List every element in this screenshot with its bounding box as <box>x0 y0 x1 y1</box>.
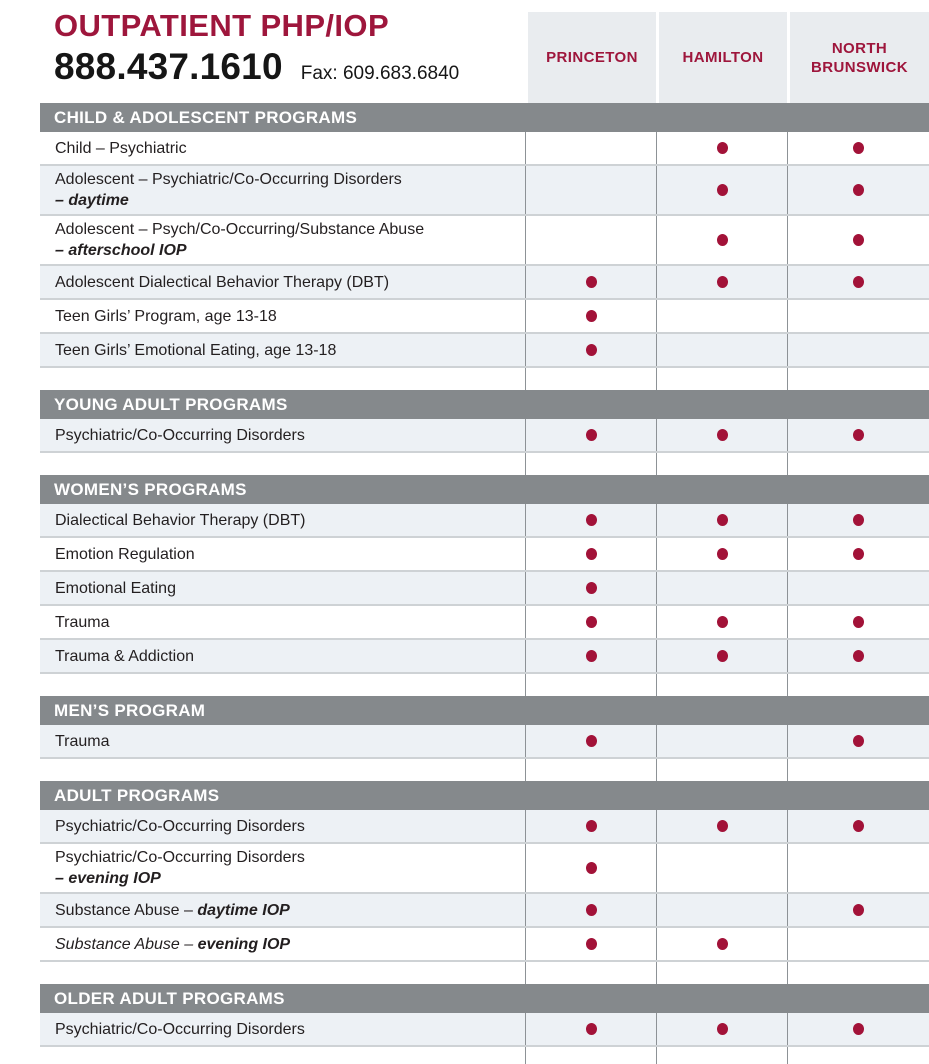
program-name-line <box>55 1019 519 1040</box>
spacer-location-cell <box>656 962 787 984</box>
program-name-text: Teen Girls’ Emotional Eating, age 13-18 <box>55 341 337 359</box>
availability-dot <box>717 429 728 441</box>
location-cell-north-brunswick <box>787 894 929 926</box>
program-name-text: Dialectical Behavior Therapy (DBT) <box>55 511 306 529</box>
location-cell-north-brunswick <box>787 334 929 366</box>
location-cell-hamilton <box>656 894 787 926</box>
availability-dot <box>586 938 597 950</box>
section-header: WOMEN’S PROGRAMS <box>40 475 929 504</box>
location-cell-north-brunswick <box>787 844 929 892</box>
location-cell-hamilton <box>656 334 787 366</box>
location-cell-princeton <box>525 894 656 926</box>
spacer-location-cell <box>656 759 787 781</box>
availability-dot <box>586 650 597 662</box>
program-name <box>40 640 525 672</box>
availability-dot <box>853 514 864 526</box>
program-name-line <box>55 900 519 921</box>
location-cell-hamilton <box>656 928 787 960</box>
table-row <box>40 419 929 453</box>
location-cell-hamilton <box>656 504 787 536</box>
spacer-location-cell <box>656 674 787 696</box>
table-row <box>40 928 929 962</box>
program-name-text: Trauma <box>55 732 110 750</box>
table-row <box>40 640 929 674</box>
location-cell-north-brunswick <box>787 1013 929 1045</box>
program-name-text: Teen Girls’ Program, age 13-18 <box>55 307 277 325</box>
availability-dot <box>717 142 728 154</box>
location-cell-north-brunswick <box>787 419 929 451</box>
table-row <box>40 538 929 572</box>
program-name-text: Psychiatric/Co-Occurring Disorders <box>55 1020 305 1038</box>
program-name-text: Adolescent Dialectical Behavior Therapy (DBT) <box>55 273 390 291</box>
location-cell-north-brunswick <box>787 166 929 214</box>
table-row <box>40 266 929 300</box>
location-cell-princeton <box>525 1013 656 1045</box>
availability-dot <box>717 1023 728 1035</box>
location-cell-princeton <box>525 419 656 451</box>
program-name-line <box>55 425 519 446</box>
program-name <box>40 928 525 960</box>
availability-dot <box>853 735 864 747</box>
column-header-hamilton: HAMILTON <box>656 12 787 103</box>
location-cell-princeton <box>525 844 656 892</box>
location-cell-hamilton <box>656 216 787 264</box>
table-row <box>40 606 929 640</box>
section-spacer <box>40 962 929 984</box>
program-name-line <box>55 544 519 565</box>
program-name-line <box>55 816 519 837</box>
spacer-cell <box>40 674 525 696</box>
availability-dot <box>717 276 728 288</box>
spacer-location-cell <box>525 962 656 984</box>
program-name-text: – evening IOP <box>55 870 161 887</box>
spacer-location-cell <box>787 453 929 475</box>
section-spacer <box>40 453 929 475</box>
column-header-princeton: PRINCETON <box>525 12 656 103</box>
location-cell-hamilton <box>656 166 787 214</box>
section-header: ADULT PROGRAMS <box>40 781 929 810</box>
program-name-text: Psychiatric/Co-Occurring Disorders <box>55 426 305 444</box>
availability-dot <box>586 582 597 594</box>
program-name-line <box>55 190 519 211</box>
spacer-cell <box>40 368 525 390</box>
location-cell-princeton <box>525 538 656 570</box>
location-cell-hamilton <box>656 300 787 332</box>
program-name-text: Trauma & Addiction <box>55 647 195 665</box>
availability-dot <box>717 650 728 662</box>
location-cell-north-brunswick <box>787 725 929 757</box>
location-cell-princeton <box>525 132 656 164</box>
location-cell-princeton <box>525 504 656 536</box>
availability-dot <box>853 904 864 916</box>
location-cell-princeton <box>525 572 656 604</box>
location-cell-hamilton <box>656 1013 787 1045</box>
section-spacer <box>40 674 929 696</box>
section-header: YOUNG ADULT PROGRAMS <box>40 390 929 419</box>
spacer-location-cell <box>656 368 787 390</box>
spacer-location-cell <box>787 368 929 390</box>
column-header-north-brunswick: NORTH BRUNSWICK <box>787 12 929 103</box>
section-header: OLDER ADULT PROGRAMS <box>40 984 929 1013</box>
location-cell-north-brunswick <box>787 606 929 638</box>
programs-table <box>40 103 929 1064</box>
program-name-line <box>55 138 519 159</box>
availability-dot <box>586 548 597 560</box>
table-row <box>40 572 929 606</box>
phone-number: 888.437.1610 <box>54 46 283 87</box>
spacer-cell <box>40 962 525 984</box>
table-row <box>40 725 929 759</box>
availability-dot <box>586 616 597 628</box>
location-cell-hamilton <box>656 572 787 604</box>
table-row <box>40 334 929 368</box>
program-name-line <box>55 868 519 889</box>
availability-dot <box>586 344 597 356</box>
availability-dot <box>853 1023 864 1035</box>
availability-dot <box>717 234 728 246</box>
program-name-line <box>55 219 519 240</box>
program-name-line <box>55 169 519 190</box>
location-cell-hamilton <box>656 419 787 451</box>
location-cell-princeton <box>525 810 656 842</box>
spacer-location-cell <box>525 1047 656 1064</box>
location-cell-princeton <box>525 334 656 366</box>
location-cell-hamilton <box>656 844 787 892</box>
spacer-location-cell <box>787 962 929 984</box>
location-cell-north-brunswick <box>787 640 929 672</box>
program-name-text: Child – Psychiatric <box>55 139 187 157</box>
spacer-location-cell <box>787 1047 929 1064</box>
availability-dot <box>853 650 864 662</box>
availability-dot <box>586 904 597 916</box>
location-cell-princeton <box>525 928 656 960</box>
location-cell-princeton <box>525 606 656 638</box>
spacer-location-cell <box>787 674 929 696</box>
location-cell-princeton <box>525 640 656 672</box>
program-name-line <box>55 306 519 327</box>
availability-dot <box>586 862 597 874</box>
location-cell-north-brunswick <box>787 504 929 536</box>
spacer-location-cell <box>525 368 656 390</box>
program-name-line <box>55 646 519 667</box>
location-cell-north-brunswick <box>787 132 929 164</box>
table-row <box>40 504 929 538</box>
availability-dot <box>853 276 864 288</box>
program-name <box>40 504 525 536</box>
location-cell-hamilton <box>656 606 787 638</box>
program-name-text: Psychiatric/Co-Occurring Disorders <box>55 849 305 866</box>
availability-dot <box>586 1023 597 1035</box>
availability-dot <box>853 184 864 196</box>
section-header: MEN’S PROGRAM <box>40 696 929 725</box>
availability-dot <box>586 820 597 832</box>
section-header: CHILD & ADOLESCENT PROGRAMS <box>40 103 929 132</box>
program-name <box>40 810 525 842</box>
location-cell-north-brunswick <box>787 538 929 570</box>
availability-dot <box>853 548 864 560</box>
spacer-cell <box>40 759 525 781</box>
availability-dot <box>717 820 728 832</box>
availability-dot <box>586 514 597 526</box>
table-row <box>40 844 929 894</box>
program-name <box>40 725 525 757</box>
program-name-line <box>55 847 519 868</box>
program-name-line <box>55 731 519 752</box>
location-cell-north-brunswick <box>787 216 929 264</box>
program-name-line <box>55 272 519 293</box>
program-name <box>40 419 525 451</box>
location-cell-princeton <box>525 300 656 332</box>
availability-dot <box>853 429 864 441</box>
fax-number: Fax: 609.683.6840 <box>300 63 460 84</box>
program-name-line <box>55 612 519 633</box>
title-block <box>40 0 525 103</box>
program-name-text: daytime IOP <box>197 901 290 919</box>
contact-line <box>54 46 525 88</box>
program-name-line <box>55 340 519 361</box>
location-cell-north-brunswick <box>787 572 929 604</box>
program-name <box>40 844 525 892</box>
table-row <box>40 300 929 334</box>
table-row <box>40 894 929 928</box>
location-cell-hamilton <box>656 640 787 672</box>
program-name-line <box>55 240 519 261</box>
table-row <box>40 166 929 216</box>
availability-dot <box>586 276 597 288</box>
location-cell-north-brunswick <box>787 928 929 960</box>
program-name-line <box>55 510 519 531</box>
location-cell-princeton <box>525 216 656 264</box>
location-cell-hamilton <box>656 810 787 842</box>
section-spacer <box>40 759 929 781</box>
location-cell-princeton <box>525 725 656 757</box>
availability-dot <box>717 616 728 628</box>
location-column-headers <box>525 0 929 103</box>
availability-dot <box>586 310 597 322</box>
spacer-cell <box>40 1047 525 1064</box>
spacer-location-cell <box>656 453 787 475</box>
location-cell-princeton <box>525 166 656 214</box>
program-name <box>40 894 525 926</box>
program-name <box>40 572 525 604</box>
spacer-location-cell <box>656 1047 787 1064</box>
program-name <box>40 216 525 264</box>
program-name-text: Adolescent – Psych/Co-Occurring/Substance Abuse <box>55 221 425 238</box>
program-name <box>40 266 525 298</box>
program-name-text: Adolescent – Psychiatric/Co-Occurring Disorders <box>55 171 402 188</box>
program-name-text: Psychiatric/Co-Occurring Disorders <box>55 817 305 835</box>
location-cell-princeton <box>525 266 656 298</box>
table-row <box>40 1013 929 1047</box>
availability-dot <box>586 429 597 441</box>
availability-dot <box>717 514 728 526</box>
program-name <box>40 334 525 366</box>
program-name-text: Emotional Eating <box>55 579 176 597</box>
location-cell-hamilton <box>656 266 787 298</box>
table-row <box>40 810 929 844</box>
program-name <box>40 300 525 332</box>
program-name-text: Trauma <box>55 613 110 631</box>
spacer-location-cell <box>525 759 656 781</box>
location-cell-hamilton <box>656 725 787 757</box>
availability-dot <box>586 735 597 747</box>
program-name <box>40 132 525 164</box>
page-header <box>40 0 929 103</box>
location-cell-north-brunswick <box>787 300 929 332</box>
location-cell-hamilton <box>656 132 787 164</box>
availability-dot <box>853 142 864 154</box>
section-spacer <box>40 368 929 390</box>
program-name-text: Substance Abuse – <box>55 935 198 953</box>
table-row <box>40 132 929 166</box>
program-name-text: – daytime <box>55 192 129 209</box>
spacer-location-cell <box>525 453 656 475</box>
program-name <box>40 166 525 214</box>
availability-dot <box>717 548 728 560</box>
page-title: OUTPATIENT PHP/IOP <box>54 8 390 43</box>
spacer-cell <box>40 453 525 475</box>
program-name-text: evening IOP <box>197 935 291 953</box>
availability-dot <box>717 184 728 196</box>
table-row <box>40 216 929 266</box>
availability-dot <box>853 616 864 628</box>
section-spacer <box>40 1047 929 1064</box>
spacer-location-cell <box>787 759 929 781</box>
location-cell-north-brunswick <box>787 810 929 842</box>
availability-dot <box>717 938 728 950</box>
availability-dot <box>853 820 864 832</box>
program-name-text: Substance Abuse – <box>55 901 198 919</box>
program-name <box>40 1013 525 1045</box>
program-name <box>40 538 525 570</box>
program-name-text: Emotion Regulation <box>55 545 195 563</box>
location-cell-hamilton <box>656 538 787 570</box>
program-name-line <box>55 578 519 599</box>
availability-dot <box>853 234 864 246</box>
program-name-text: – afterschool IOP <box>55 242 187 259</box>
program-name <box>40 606 525 638</box>
spacer-location-cell <box>525 674 656 696</box>
program-name-line <box>55 934 519 955</box>
location-cell-north-brunswick <box>787 266 929 298</box>
